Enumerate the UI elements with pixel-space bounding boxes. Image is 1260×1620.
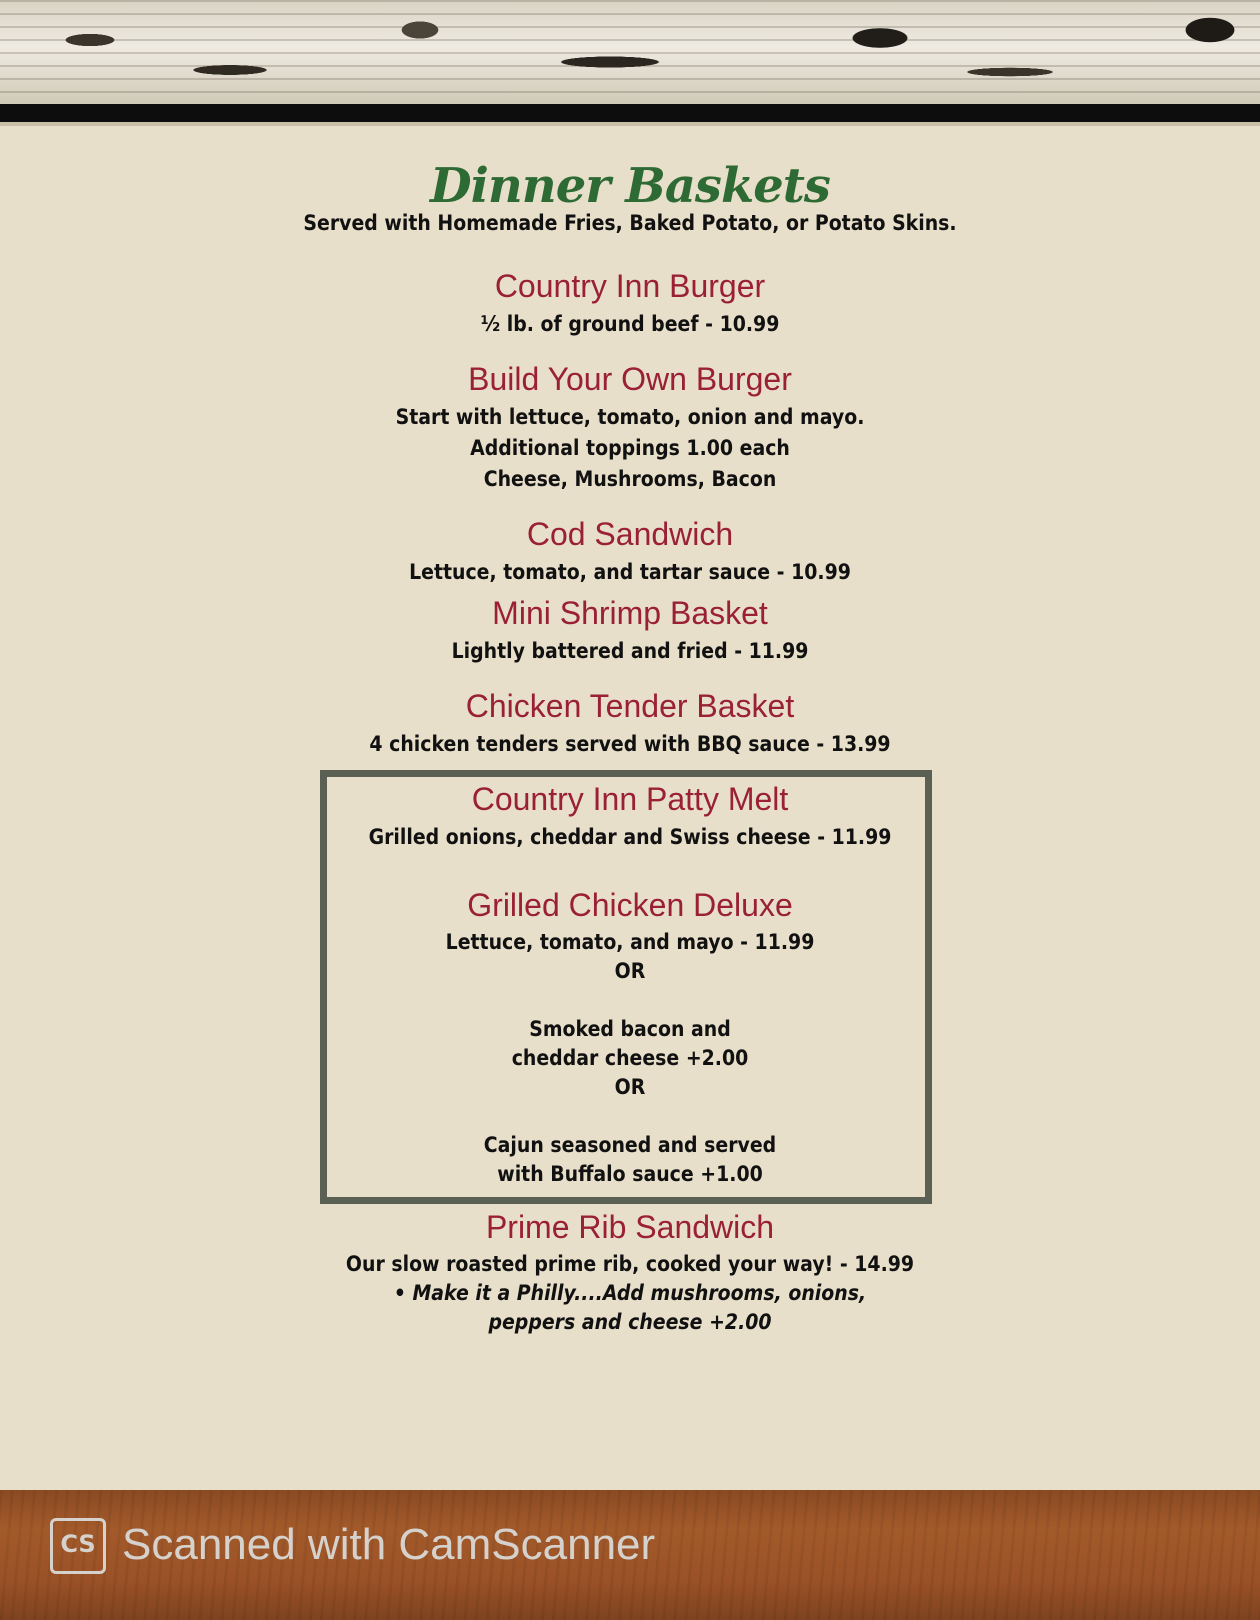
- featured-items-box: [320, 770, 932, 1204]
- item-option-separator: OR: [614, 1075, 646, 1099]
- item-description: Lightly battered and fried - 11.99: [451, 639, 809, 663]
- item-name: Chicken Tender Basket: [465, 688, 795, 724]
- item-description: 4 chicken tenders served with BBQ sauce - 13.99: [369, 732, 891, 756]
- item-option-separator: OR: [614, 959, 646, 983]
- item-description: Start with lettuce, tomato, onion and mayo.: [395, 405, 865, 429]
- item-note: • Make it a Philly....Add mushrooms, onions,: [393, 1281, 867, 1305]
- item-name: Mini Shrimp Basket: [492, 595, 768, 631]
- item-name: Country Inn Burger: [494, 268, 766, 304]
- section-title: Dinner Baskets: [430, 158, 830, 214]
- camscanner-logo-icon: CS: [50, 1518, 106, 1574]
- item-description: Cheese, Mushrooms, Bacon: [483, 467, 777, 491]
- item-name: Cod Sandwich: [526, 516, 734, 552]
- item-description: Lettuce, tomato, and tartar sauce - 10.99: [409, 560, 851, 584]
- item-description: Grilled onions, cheddar and Swiss cheese - 11.99: [368, 825, 892, 849]
- item-name: Prime Rib Sandwich: [485, 1209, 775, 1245]
- item-description: Our slow roasted prime rib, cooked your way! - 14.99: [345, 1252, 915, 1276]
- scanner-watermark-text: Scanned with CamScanner: [122, 1520, 656, 1569]
- item-description: with Buffalo sauce +1.00: [497, 1162, 763, 1186]
- item-description: cheddar cheese +2.00: [511, 1046, 749, 1070]
- item-description: Smoked bacon and: [529, 1017, 731, 1041]
- item-description: Lettuce, tomato, and mayo - 11.99: [445, 930, 815, 954]
- scanner-footer: [0, 1490, 1260, 1620]
- item-description: Additional toppings 1.00 each: [470, 436, 790, 460]
- item-name: Country Inn Patty Melt: [471, 781, 789, 817]
- item-description: ½ lb. of ground beef - 10.99: [480, 312, 780, 336]
- birch-bark-banner: [0, 0, 1260, 106]
- section-subtitle: Served with Homemade Fries, Baked Potato, or Potato Skins.: [303, 211, 957, 235]
- item-name: Build Your Own Burger: [468, 361, 792, 397]
- header-border: [0, 104, 1260, 122]
- item-description: Cajun seasoned and served: [483, 1133, 777, 1157]
- item-name: Grilled Chicken Deluxe: [467, 887, 793, 923]
- item-note: peppers and cheese +2.00: [488, 1310, 772, 1334]
